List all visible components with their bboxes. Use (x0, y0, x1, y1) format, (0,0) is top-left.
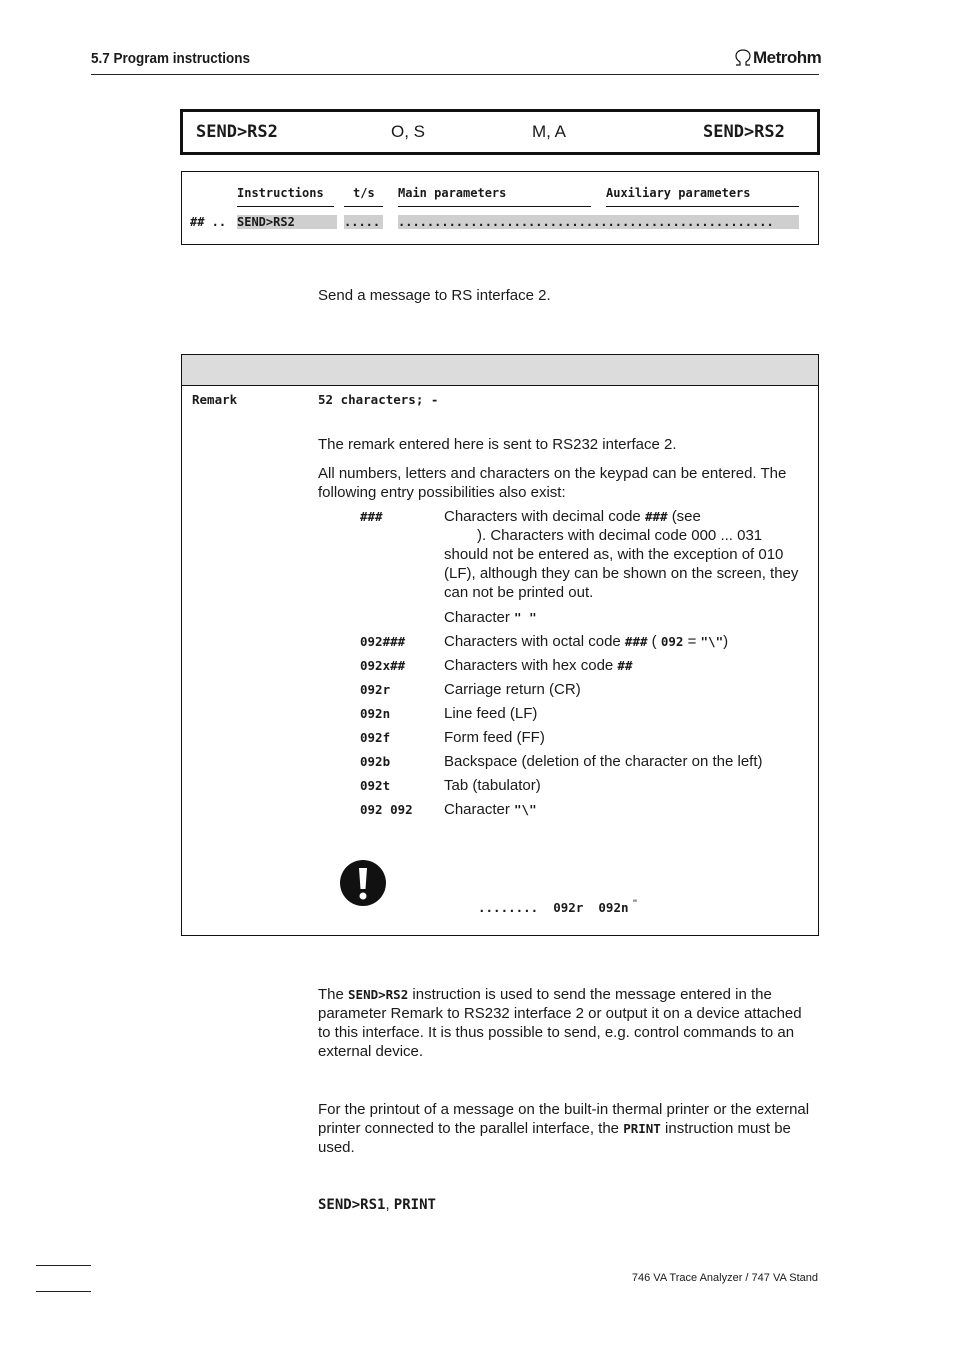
entry-code: ### (360, 509, 383, 524)
footer-product: 746 VA Trace Analyzer / 747 VA Stand (631, 1272, 818, 1284)
usage-paragraph: The SEND>RS2 instruction is used to send the message entered in the parameter Remark to RS232 interface 2 or output it on a device attached to this interface. It is thus possible to send, e.g. control commands to an external device. (318, 986, 802, 1060)
entry-code: 092### (360, 634, 406, 649)
entry-desc: Line feed (LF) (444, 705, 538, 722)
entry-desc: Characters with hex code ## (444, 657, 633, 674)
header-rule (91, 74, 819, 75)
see-also-link[interactable]: PRINT (393, 1197, 436, 1213)
entry-code: 092x## (360, 658, 406, 673)
entry-desc: Characters with octal code ### ( 092 = "\") (444, 633, 729, 650)
summary-text: Send a message to RS interface 2. (318, 287, 551, 304)
instruction-name: SEND>RS2 (196, 122, 278, 142)
entry-code: 092t (360, 778, 391, 793)
section-title: 5.7 Program instructions (91, 50, 251, 67)
underline (398, 206, 591, 207)
brand-name: Metrohm (753, 48, 822, 67)
entry-code: 092f (360, 730, 391, 745)
footer-rule (36, 1265, 91, 1266)
list-item (360, 776, 810, 800)
underline (237, 206, 334, 207)
printout-paragraph: For the printout of a message on the built-in thermal printer or the external printer connected to the parallel interface, the PRINT instruction must be used. (318, 1101, 810, 1156)
row-prefix: ## .. (190, 215, 227, 229)
param-desc-1: The remark entered here is sent to RS232 interface 2. (318, 436, 677, 453)
col-aux: Auxiliary parameters (606, 186, 751, 200)
list-item (360, 752, 810, 776)
note-code: ........ 092r 092n (478, 900, 629, 915)
entry-desc: Form feed (FF) (444, 729, 545, 746)
instruction-box (180, 109, 820, 155)
list-item (360, 728, 810, 752)
row-instruction: SEND>RS2 (237, 215, 337, 229)
entry-code: 092n (360, 706, 391, 721)
list-item (360, 507, 810, 608)
syntax-table (181, 171, 819, 245)
entry-code: 092r (360, 682, 391, 697)
instruction-name-right: SEND>RS2 (703, 122, 785, 142)
param-name: Remark (192, 392, 238, 407)
param-desc-2: All numbers, letters and characters on the keypad can be entered. The following entry possibilities also exist: (318, 465, 787, 501)
underline (344, 206, 383, 207)
footer-rule (36, 1291, 91, 1292)
col-main: Main parameters (398, 186, 507, 200)
parameter-header (182, 355, 818, 386)
entry-code: 092 092 (360, 802, 413, 817)
list-item (360, 800, 810, 824)
brand-logo (733, 48, 821, 68)
underline (606, 206, 799, 207)
entry-desc: Character " " (444, 609, 537, 626)
note-quote: " (633, 898, 637, 910)
see-also: SEND>RS1, PRINT (318, 1196, 436, 1213)
parameter-box (181, 354, 819, 936)
instruction-modes-2: M, A (532, 122, 567, 141)
omega-icon (733, 49, 753, 67)
list-item (360, 704, 810, 728)
list-item (360, 680, 810, 704)
entry-desc: Backspace (deletion of the character on the left) (444, 753, 763, 770)
row-params: .................................................... (398, 215, 799, 229)
list-item (360, 608, 810, 632)
col-ts: t/s (353, 186, 375, 200)
entry-list (360, 507, 810, 824)
entry-desc: Tab (tabulator) (444, 777, 541, 794)
row-ts: ..... (344, 215, 383, 229)
param-spec: 52 characters; - (318, 392, 439, 407)
instruction-modes: O, S (391, 122, 426, 141)
see-also-link[interactable]: SEND>RS1 (318, 1197, 386, 1213)
entry-desc: Characters with decimal code ### (see ). Characters with decimal code 000 ... 031 should not be entered as, with the exception of 010 (LF), although they can be shown on the screen, they can not be printed out. (444, 508, 799, 601)
entry-desc: Character "\" (444, 801, 537, 818)
entry-desc: Carriage return (CR) (444, 681, 581, 698)
list-item (360, 632, 810, 656)
entry-code: 092b (360, 754, 391, 769)
list-item (360, 656, 810, 680)
exclamation-icon (339, 859, 387, 907)
col-instructions: Instructions (237, 186, 324, 200)
